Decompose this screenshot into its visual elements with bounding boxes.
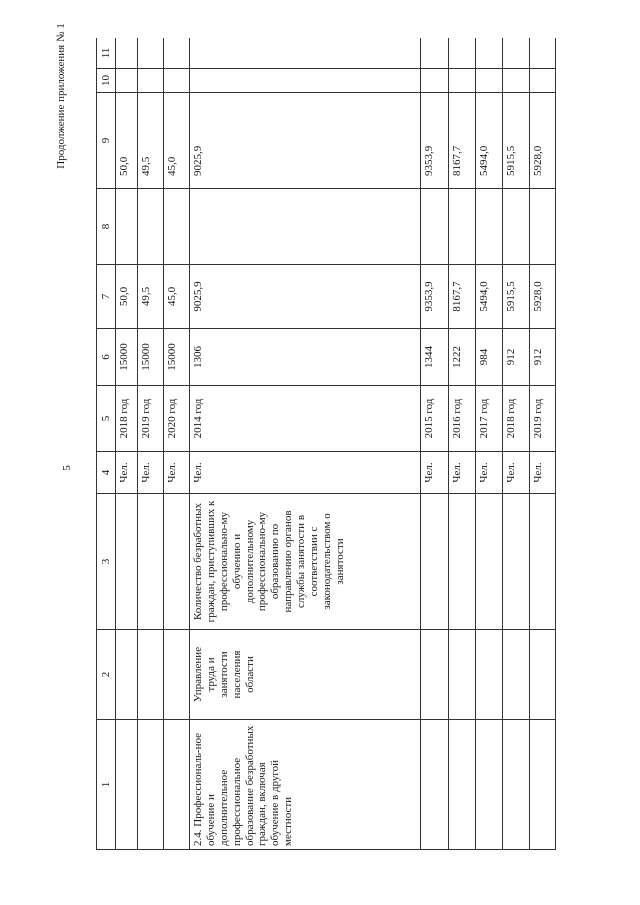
col-header: 8 bbox=[97, 189, 116, 265]
value-cell: 5494,0 bbox=[475, 265, 502, 329]
col-header: 2 bbox=[97, 630, 116, 720]
value-cell: 8167,7 bbox=[448, 93, 475, 189]
program-table bbox=[96, 38, 556, 850]
year-cell: 2018 год bbox=[116, 386, 138, 452]
value-cell: 5915,5 bbox=[502, 93, 529, 189]
value-cell: 15000 bbox=[138, 329, 164, 386]
table-row bbox=[529, 38, 555, 850]
unit-cell: Чел. bbox=[164, 452, 190, 494]
value-cell: 50,0 bbox=[116, 93, 138, 189]
year-cell: 2014 год bbox=[190, 386, 421, 452]
value-cell: 49,5 bbox=[138, 93, 164, 189]
table-row bbox=[116, 38, 138, 850]
value-cell: 1222 bbox=[448, 329, 475, 386]
value-cell: 50,0 bbox=[116, 265, 138, 329]
value-cell: 45,0 bbox=[164, 265, 190, 329]
year-cell: 2016 год bbox=[448, 386, 475, 452]
unit-cell: Чел. bbox=[502, 452, 529, 494]
year-cell: 2015 год bbox=[420, 386, 448, 452]
value-cell: 912 bbox=[502, 329, 529, 386]
year-cell: 2017 год bbox=[475, 386, 502, 452]
appendix-label: Продолжение приложения № 1 bbox=[55, 23, 67, 169]
value-cell: 9025,9 bbox=[190, 265, 421, 329]
col-header: 6 bbox=[97, 329, 116, 386]
page-number: 5 bbox=[60, 465, 73, 471]
unit-cell: Чел. bbox=[420, 452, 448, 494]
year-cell: 2020 год bbox=[164, 386, 190, 452]
col-header: 7 bbox=[97, 265, 116, 329]
year-cell: 2019 год bbox=[529, 386, 555, 452]
indicator-name: Количество безработных граждан, приступивших к профессионально-му обучению и дополнительному профессионально-му образованию по направлению органов службы занятости в соответствии с законодательством о занятости bbox=[190, 494, 421, 630]
activity-name: 2.4. Профессиональ-ное обучение и дополнительное профессиональное образование безработных граждан, включая обучение в другой местности bbox=[190, 720, 421, 850]
value-cell: 9025,9 bbox=[190, 93, 421, 189]
value-cell: 912 bbox=[529, 329, 555, 386]
table-row bbox=[448, 38, 475, 850]
table-row bbox=[164, 38, 190, 850]
unit-cell: Чел. bbox=[138, 452, 164, 494]
table-row bbox=[420, 38, 448, 850]
unit-cell: Чел. bbox=[190, 452, 421, 494]
col-header: 9 bbox=[97, 93, 116, 189]
executor-name: Управление труда и занятости населения области bbox=[190, 630, 421, 720]
table-frame bbox=[96, 38, 556, 850]
value-cell: 5928,0 bbox=[529, 93, 555, 189]
unit-cell: Чел. bbox=[448, 452, 475, 494]
table-row bbox=[502, 38, 529, 850]
table-row bbox=[475, 38, 502, 850]
col-header: 10 bbox=[97, 69, 116, 93]
value-cell: 984 bbox=[475, 329, 502, 386]
header-row bbox=[97, 38, 116, 850]
value-cell: 9353,9 bbox=[420, 265, 448, 329]
rotated-table bbox=[96, 38, 556, 850]
col-header: 1 bbox=[97, 720, 116, 850]
value-cell: 45,0 bbox=[164, 93, 190, 189]
table-row bbox=[190, 38, 421, 850]
value-cell: 9353,9 bbox=[420, 93, 448, 189]
value-cell: 1344 bbox=[420, 329, 448, 386]
table-row bbox=[138, 38, 164, 850]
value-cell: 5915,5 bbox=[502, 265, 529, 329]
value-cell: 49,5 bbox=[138, 265, 164, 329]
col-header: 3 bbox=[97, 494, 116, 630]
unit-cell: Чел. bbox=[116, 452, 138, 494]
value-cell: 8167,7 bbox=[448, 265, 475, 329]
col-header: 5 bbox=[97, 386, 116, 452]
value-cell: 15000 bbox=[164, 329, 190, 386]
col-header: 11 bbox=[97, 38, 116, 69]
value-cell: 15000 bbox=[116, 329, 138, 386]
unit-cell: Чел. bbox=[475, 452, 502, 494]
year-cell: 2018 год bbox=[502, 386, 529, 452]
value-cell: 1306 bbox=[190, 329, 421, 386]
value-cell: 5494,0 bbox=[475, 93, 502, 189]
value-cell: 5928,0 bbox=[529, 265, 555, 329]
col-header: 4 bbox=[97, 452, 116, 494]
year-cell: 2019 год bbox=[138, 386, 164, 452]
unit-cell: Чел. bbox=[529, 452, 555, 494]
